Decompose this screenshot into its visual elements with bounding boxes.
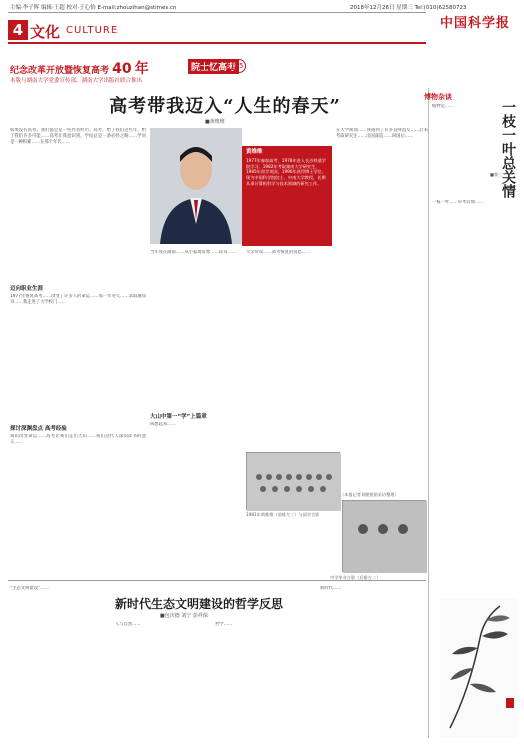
masthead-info: 主编·李子晖 编辑·王超 校对·王心怡 E-mail:zhouzihan@stimes.cn <box>10 5 177 11</box>
sidebar-header: 博物杂谈 <box>424 93 452 101</box>
article-text-block: 回想起来…… <box>150 422 176 427</box>
series-years: 40 <box>112 61 132 77</box>
sidebar-divider <box>428 88 429 738</box>
section-name-en: CULTURE <box>66 25 119 36</box>
article-text-block: 知识改变命运……高考让我们走出大山……我们这代人深知读书的意义…… <box>10 434 146 445</box>
photo2-caption: 中学毕业合影（后排左二） <box>330 575 381 580</box>
article-headline: 高考带我迈入“人生的春天” <box>109 96 341 117</box>
profile-title: 黄维维 <box>246 149 263 155</box>
series-prefix: 纪念改革开放暨恢复高考 <box>10 66 110 76</box>
newspaper-logo: 中国科学报 <box>440 16 511 31</box>
article-author: ■黄维维 <box>205 119 225 125</box>
series-title <box>10 58 149 78</box>
bottom-text-block: 人与自然…… <box>115 622 141 627</box>
footnote: （本报记者刘健根据采访整理） <box>340 492 399 497</box>
series-badge: 院士忆高考 <box>188 59 239 74</box>
sidebar-text-block: 一枝一叶……草木有情…… <box>432 200 484 205</box>
bottom-author: ■包庆德 刘宁 彭祥保 <box>160 613 208 619</box>
article-subhead-2: 探讨深渊盘点 高考经验 <box>10 426 67 432</box>
ink-painting <box>440 598 518 738</box>
series-suffix: 年 <box>134 61 149 77</box>
article-subhead-1: 迈向职业生涯 <box>10 286 44 292</box>
author-portrait <box>150 128 242 244</box>
top-rule <box>8 12 426 13</box>
masthead-date: 2018年12月26日 星期三 Tel:(010)62580723 <box>350 5 467 11</box>
profile-text: 1977年参加高考，1978年进入长沙铁道学院学习。1982年考取湖南大学研究生，1985年留学英国，1990年获得博士学位，现为中国科学院院士、中南大学教授，长期从事计算机科学与技术领域的研究工作。 <box>246 157 326 186</box>
article-text-block: 如果没有高考，我们都会是一些作者经历。高考，给了我们这些年，给了我们许多可能……高考让我意识到，学问总是一条必经之路……学问是一种积累……在那个年代…… <box>10 128 146 145</box>
bottom-divider <box>8 580 426 581</box>
article-text-block: 1977年恢复高考……改变了许多人的命运……那一年冬天……录取通知书……我走进了大学校门…… <box>10 294 146 305</box>
series-number: 45 <box>232 59 246 73</box>
section-number: 4 <box>8 20 28 40</box>
article-text-block: 当年我在湖南……从小家境贫寒……读书…… <box>150 250 236 255</box>
group-photo <box>246 452 340 510</box>
sidebar-text-block: 植物是…… <box>432 104 454 109</box>
series-subtitle: 本版与湖南大学党委宣传部、湖南大学出版社联合推出 <box>10 78 143 84</box>
sidebar-author: ■翟三 <box>490 172 503 177</box>
sidebar-title: 一枝一叶总关情 <box>500 100 516 198</box>
bottom-text-block: 哲学…… <box>215 622 233 627</box>
article-text-block: 在大学期间……我遇到了许多良师益友……后来考取研究生……出国深造……回国后…… <box>336 128 428 139</box>
bottom-text-block: “生态文明建设”…… <box>10 586 49 591</box>
section-tag <box>8 20 126 40</box>
article-text-block: 父亲常说……高考恢复的消息…… <box>246 250 311 255</box>
article-subhead-3: 大山中第一“学”上篇章 <box>150 414 207 420</box>
school-photo <box>342 500 426 572</box>
photo-caption: 1981年黄维维（前排左三）与同学合影 <box>246 512 320 517</box>
bottom-text-block: 新时代…… <box>320 586 342 591</box>
bottom-headline: 新时代生态文明建设的哲学反思 <box>115 597 284 611</box>
section-rule <box>8 42 426 44</box>
profile-box <box>242 146 332 246</box>
section-name: 文化 <box>30 23 61 41</box>
